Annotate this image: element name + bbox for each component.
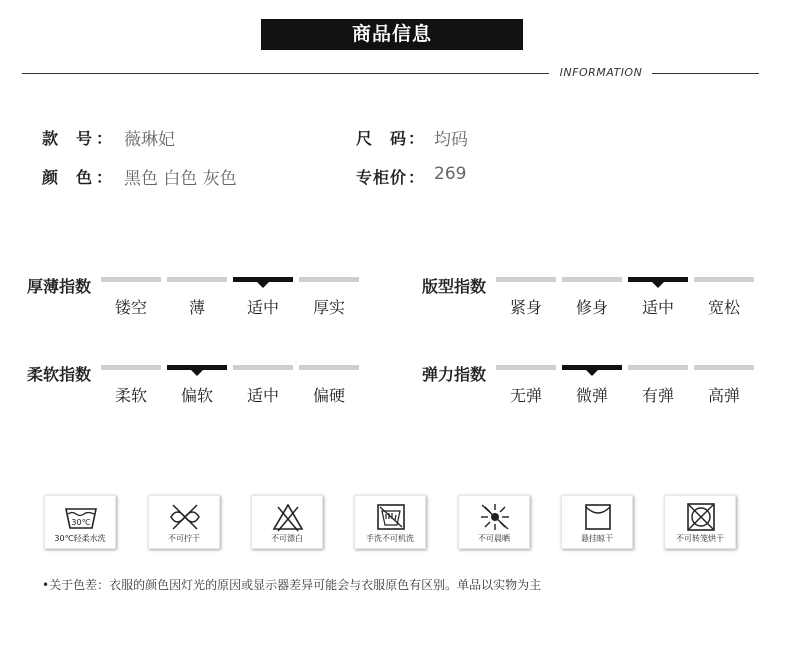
- fit-option: 紧身: [509, 298, 542, 317]
- fit-option: 适中: [641, 298, 674, 317]
- no-wring-icon: [167, 501, 203, 533]
- softness-index-title: 柔软指数: [27, 365, 92, 384]
- care-label: 不可拧干: [168, 534, 200, 543]
- size-colon: ：: [408, 129, 425, 148]
- elasticity-level-bar: [628, 365, 688, 370]
- price-colon: ：: [408, 168, 425, 187]
- softness-level-bar: [233, 365, 293, 370]
- elasticity-level-bar: [694, 365, 754, 370]
- care-label: 不可漂白: [271, 534, 303, 543]
- fit-level-bar-selected: [628, 277, 688, 282]
- fit-level-bar: [562, 277, 622, 282]
- thickness-level-bar: [101, 277, 161, 282]
- color-difference-note: •关于色差：衣服的颜色因灯光的原因或显示器差异可能会与衣服原色有区别。单品以实物为主: [42, 578, 542, 592]
- section-title: 商品信息: [261, 19, 523, 50]
- softness-level-bar: [299, 365, 359, 370]
- fit-option: 宽松: [707, 298, 740, 317]
- softness-option: 偏软: [180, 386, 213, 405]
- softness-option: 柔软: [114, 386, 147, 405]
- wash-30c-icon: [63, 501, 99, 533]
- thickness-option: 薄: [188, 298, 205, 317]
- softness-option: 适中: [246, 386, 279, 405]
- elasticity-option: 有弹: [641, 386, 674, 405]
- no-tumble-dry-icon: [683, 501, 719, 533]
- color-colon: ：: [96, 168, 113, 187]
- elasticity-index-title: 弹力指数: [422, 365, 487, 384]
- elasticity-level-bar: [496, 365, 556, 370]
- care-item-hand-wash: [354, 495, 426, 549]
- price-value: 269: [434, 164, 467, 184]
- color-value: 黑色 白色 灰色: [124, 169, 237, 189]
- thickness-option: 适中: [246, 298, 279, 317]
- fit-option: 修身: [575, 298, 608, 317]
- color-label: 颜色: [42, 168, 92, 187]
- size-label: 尺码: [356, 129, 406, 148]
- care-item-wash-30c: [44, 495, 116, 549]
- price-label: 专柜价: [356, 168, 406, 187]
- care-item-no-tumble-dry: [664, 495, 736, 549]
- wash-temp-text: 30℃: [71, 518, 91, 527]
- hand-wash-icon: [373, 501, 409, 533]
- care-label: 不可晨晒: [478, 534, 510, 543]
- care-item-no-wring: [148, 495, 220, 549]
- fit-level-bar: [694, 277, 754, 282]
- no-sun-icon: [477, 501, 513, 533]
- care-item-no-sun: [458, 495, 530, 549]
- elasticity-level-bar-selected: [562, 365, 622, 370]
- softness-option: 偏硬: [312, 386, 345, 405]
- care-label: 不可转笼烘干: [676, 534, 724, 543]
- no-bleach-icon: [270, 501, 306, 533]
- elasticity-option: 微弹: [575, 386, 608, 405]
- size-value: 均码: [434, 130, 468, 150]
- fit-level-bar: [496, 277, 556, 282]
- thickness-option: 镂空: [114, 298, 147, 317]
- care-label: 30℃轻柔水洗: [54, 534, 106, 543]
- elasticity-option: 高弹: [707, 386, 740, 405]
- thickness-level-bar-selected: [233, 277, 293, 282]
- softness-level-bar-selected: [167, 365, 227, 370]
- style-no-colon: ：: [96, 129, 113, 148]
- section-subtitle: INFORMATION: [559, 66, 643, 79]
- thickness-level-bar: [167, 277, 227, 282]
- hang-dry-icon: [580, 501, 616, 533]
- style-no-label: 款号: [42, 129, 92, 148]
- divider-right: [652, 73, 759, 74]
- care-item-hang-dry: [561, 495, 633, 549]
- fit-index-title: 版型指数: [422, 277, 487, 296]
- thickness-index-title: 厚薄指数: [27, 277, 92, 296]
- divider-left: [22, 73, 549, 74]
- care-label: 悬挂晾干: [581, 534, 613, 543]
- elasticity-option: 无弹: [509, 386, 542, 405]
- care-item-no-bleach: [251, 495, 323, 549]
- care-label: 手洗不可机洗: [366, 534, 414, 543]
- thickness-level-bar: [299, 277, 359, 282]
- softness-level-bar: [101, 365, 161, 370]
- thickness-option: 厚实: [312, 298, 345, 317]
- style-no-value: 薇琳妃: [124, 130, 175, 150]
